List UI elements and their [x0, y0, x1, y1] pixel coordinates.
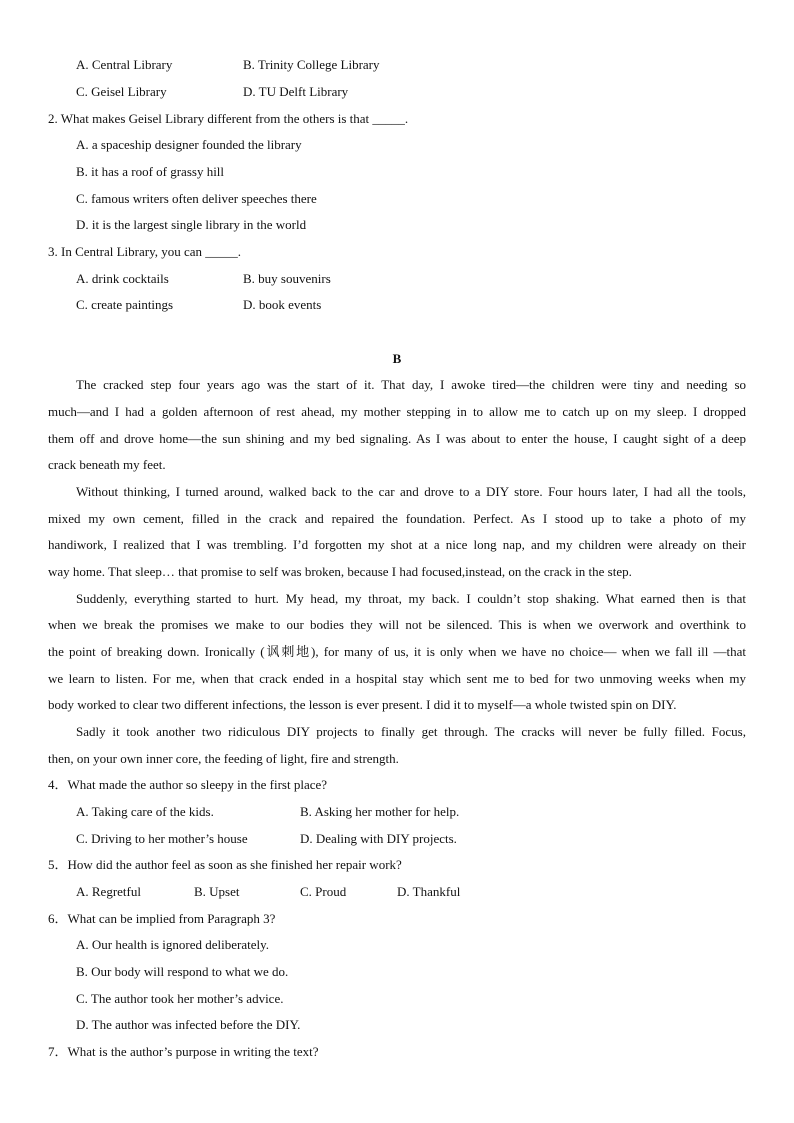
paragraph-1-line: them off and drove home—the sun shining and my bed signaling. As I was about to enter the house, I caught sight of a deep	[48, 431, 746, 446]
paragraph-3-line: when we break the promises we make to our bodies they will not be silenced. This is when we overwork and overthink to	[48, 617, 746, 632]
q6-option-d: D. The author was infected before the DIY.	[76, 1017, 301, 1032]
paragraph-4-line: then, on your own inner core, the feeding of light, fire and strength.	[48, 751, 399, 766]
q3-option-d: D. book events	[243, 297, 322, 312]
paragraph-3-line: we learn to listen. For me, when that crack ended in a hospital stay which sent me to bed for two unmoving weeks when my	[48, 671, 746, 686]
q6-option-b: B. Our body will respond to what we do.	[76, 964, 289, 979]
paragraph-2-line: handiwork, I realized that I was trembling. I’d forgotten my shot at a nice long nap, and my children were already on their	[48, 537, 746, 552]
paragraph-1-line: crack beneath my feet.	[48, 457, 166, 472]
q3-stem: 3. In Central Library, you can _____.	[48, 244, 242, 259]
q6-stem: 6．What can be implied from Paragraph 3?	[48, 911, 276, 926]
paragraph-3-line: Suddenly, everything started to hurt. My head, my throat, my back. I couldn’t stop shaking. What earned then is that	[76, 591, 746, 606]
q4-option-d: D. Dealing with DIY projects.	[300, 831, 457, 846]
paragraph-2-line: Without thinking, I turned around, walked back to the car and drove to a DIY store. Four hours later, I had all the tools,	[76, 484, 746, 499]
q2-option-a: A. a spaceship designer founded the library	[76, 137, 302, 152]
q5-stem: 5．How did the author feel as soon as she finished her repair work?	[48, 857, 402, 872]
paragraph-4-line: Sadly it took another two ridiculous DIY projects to finally get through. The cracks will never be fully filled. Focus,	[76, 724, 746, 739]
q1-option-d: D. TU Delft Library	[243, 84, 349, 99]
q3-option-b: B. buy souvenirs	[243, 271, 331, 286]
q5-option-c: C. Proud	[300, 884, 347, 899]
paragraph-2-line: way home. That sleep… that promise to self was broken, because I had focused,instead, on the crack in the step.	[48, 564, 632, 579]
q4-option-c: C. Driving to her mother’s house	[76, 831, 248, 846]
q1-option-c: C. Geisel Library	[76, 84, 167, 99]
q4-option-a: A. Taking care of the kids.	[76, 804, 214, 819]
q1-option-b: B. Trinity College Library	[243, 57, 380, 72]
q1-option-a: A. Central Library	[76, 57, 173, 72]
q5-option-d: D. Thankful	[397, 884, 461, 899]
q6-option-a: A. Our health is ignored deliberately.	[76, 937, 270, 952]
paragraph-2-line: mixed my own cement, filled in the crack and repaired the foundation. Perfect. As I stood up to take a photo of my	[48, 511, 746, 526]
q2-option-d: D. it is the largest single library in the world	[76, 217, 307, 232]
q5-option-a: A. Regretful	[76, 884, 141, 899]
q5-option-b: B. Upset	[194, 884, 240, 899]
q2-stem: 2. What makes Geisel Library different from the others is that _____.	[48, 111, 409, 126]
q4-stem: 4．What made the author so sleepy in the first place?	[48, 777, 328, 792]
paragraph-3-line: body worked to clear two different infections, the lesson is ever present. I did it to myself—a whole twisted spin on DIY.	[48, 697, 677, 712]
q3-option-a: A. drink cocktails	[76, 271, 169, 286]
q2-option-c: C. famous writers often deliver speeches there	[76, 191, 317, 206]
q7-stem: 7．What is the author’s purpose in writing the text?	[48, 1044, 319, 1059]
paragraph-3-line: the point of breaking down. Ironically (讽刺地), for many of us, it is only when we have no choice— when we fall ill —that	[48, 644, 746, 659]
q2-option-b: B. it has a roof of grassy hill	[76, 164, 225, 179]
section-b-heading: B	[392, 351, 402, 366]
paragraph-1-line: much—and I had a golden afternoon of rest ahead, my mother stepping in to allow me to catch up on my sleep. I dropped	[48, 404, 746, 419]
paragraph-1-line: The cracked step four years ago was the start of it. That day, I awoke tired—the children were tiny and needing so	[76, 377, 746, 392]
q6-option-c: C. The author took her mother’s advice.	[76, 991, 284, 1006]
q3-option-c: C. create paintings	[76, 297, 174, 312]
q4-option-b: B. Asking her mother for help.	[300, 804, 460, 819]
